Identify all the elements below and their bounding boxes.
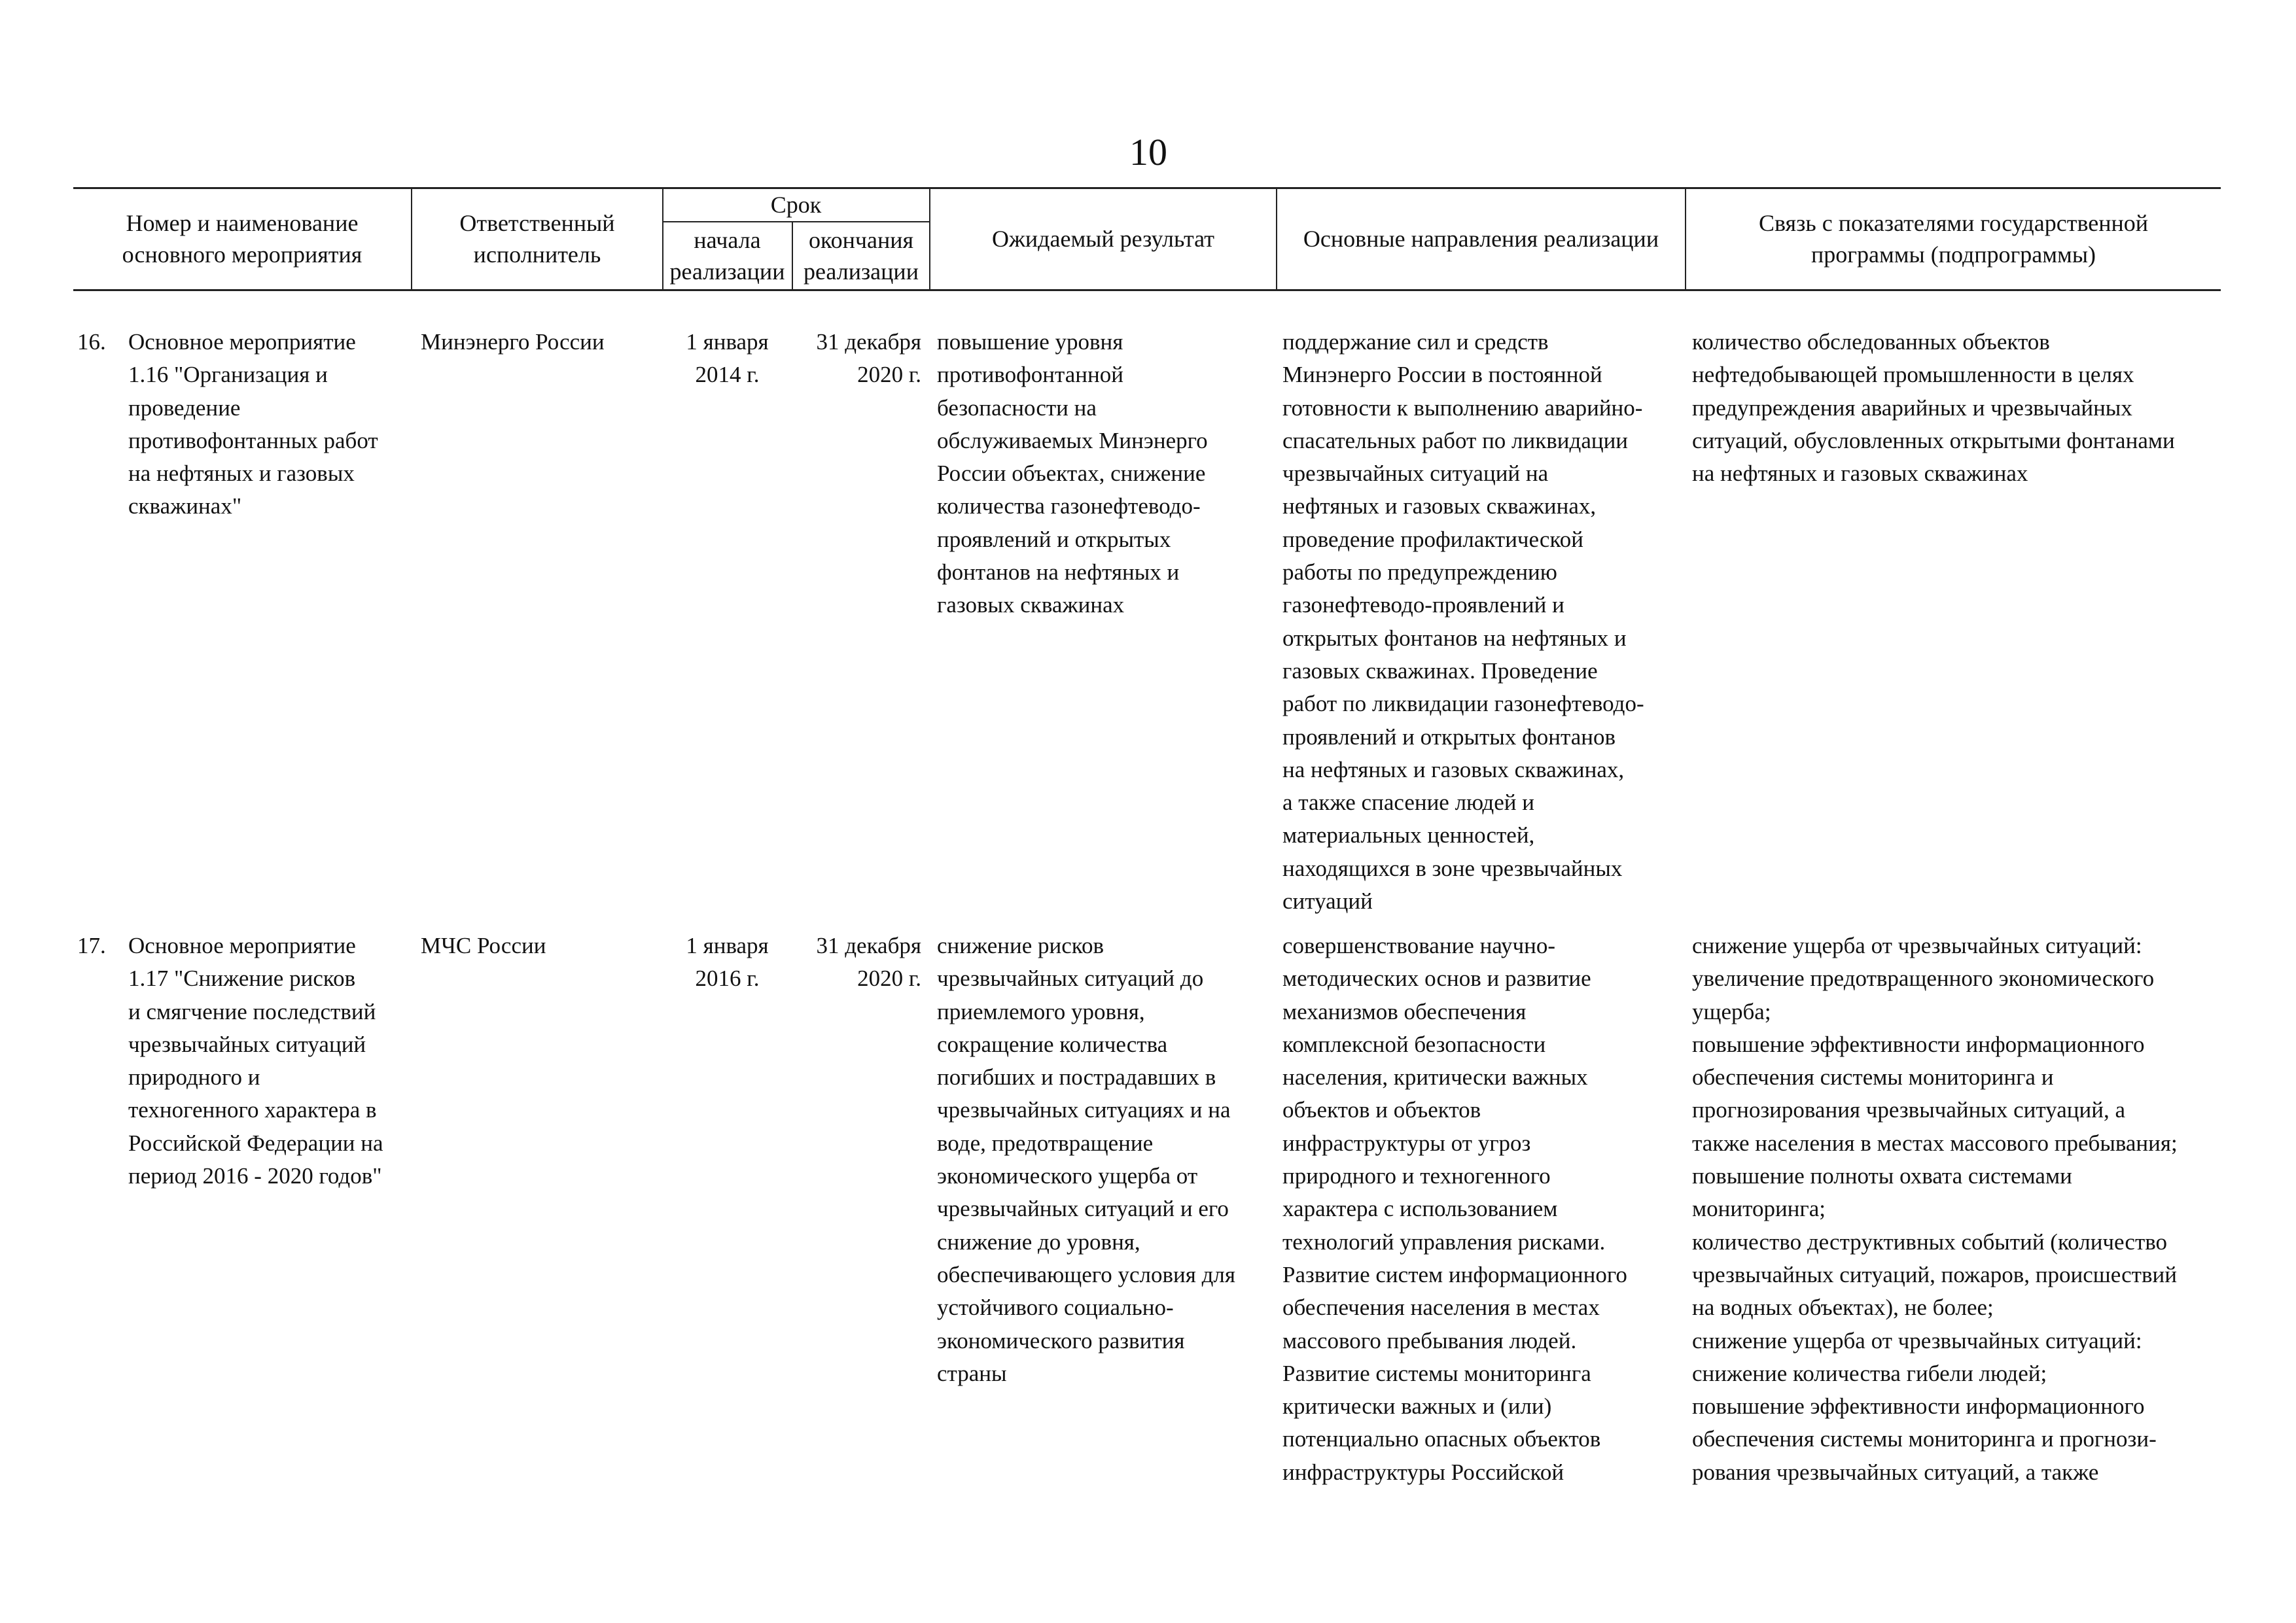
row-executor: МЧС России (421, 933, 546, 958)
row-end: 31 декабря 2020 г. (816, 329, 921, 388)
row-directions: совершенствование научно- методических основ и развитие механизмов обеспечения комплексной безопасности населения, критически важных объектов и объектов инфраструктуры от угроз природного и техногенного характера с использованием технологий управления рисками. Развитие систем информационного обеспечения населения в местах массового пребывания людей. Развитие системы мониторинга критически важных и (или) потенциально опасных объектов инфраструктуры Российской (1282, 933, 1627, 1485)
row-executor: Минэнерго России (421, 329, 605, 355)
row-result: снижение рисков чрезвычайных ситуаций до приемлемого уровня, сокращение количества погибших и пострадавших в чрезвычайных ситуациях и на воде, предотвращение экономического ущерба от чрезвычайных ситуаций и его снижение до уровня, обеспечивающего условия для устойчивого социально- экономического развития страны (937, 933, 1235, 1386)
header-end: окончания реализации (804, 227, 919, 285)
header-start: начала реализации (669, 227, 785, 285)
row-link: количество обследованных объектов нефтедобывающей промышленности в целях предупреждения аварийных и чрезвычайных ситуаций, обусловленных открытыми фонтанами на нефтяных и газовых скважинах (1692, 329, 2175, 487)
term-divider (663, 221, 930, 222)
page-number: 10 (1129, 131, 1167, 173)
row-start: 1 января 2014 г. (686, 329, 769, 388)
row-end: 31 декабря 2020 г. (816, 933, 921, 992)
row-number: 17. (77, 933, 106, 958)
row-name: Основное мероприятие 1.17 "Снижение рисков и смягчение последствий чрезвычайных ситуаций природного и техногенного характера в Российской Федерации на период 2016 - 2020 годов" (128, 933, 383, 1189)
header-term: Срок (770, 192, 822, 218)
row-link: снижение ущерба от чрезвычайных ситуаций: увеличение предотвращенного экономического ущерба; повышение эффективности информационного обеспечения системы мониторинга и прогнозирования чрезвычайных ситуаций, а также населения в местах массового пребывания; повышение полноты охвата системами мониторинга; количество деструктивных событий (количество чрезвычайных ситуаций, пожаров, происшествий на водных объектах), не более; снижение ущерба от чрезвычайных ситуаций: снижение количества гибели людей; повышение эффективности информационного обеспечения системы мониторинга и прогнози- рования чрезвычайных ситуаций, а также (1692, 933, 2178, 1485)
row-number: 16. (77, 329, 106, 355)
header-directions: Основные направления реализации (1303, 225, 1659, 252)
row-name: Основное мероприятие 1.16 "Организация и проведение противофонтанных работ на нефтяных и газовых скважинах" (128, 329, 378, 519)
header-result: Ожидаемый результат (992, 225, 1214, 252)
header-executor: Ответственный исполнитель (459, 209, 615, 268)
header-name: Номер и наименование основного мероприятия (122, 209, 362, 268)
row-result: повышение уровня противофонтанной безопасности на обслуживаемых Минэнерго России объектах, снижение количества газонефтеводо- проявлений и открытых фонтанов на нефтяных и газовых скважинах (937, 329, 1208, 618)
header-bottom-rule (73, 289, 2221, 291)
row-start: 1 января 2016 г. (686, 933, 769, 992)
row-directions: поддержание сил и средств Минэнерго России в постоянной готовности к выполнению аварийно- спасательных работ по ликвидации чрезвычайных ситуаций на нефтяных и газовых скважинах, проведение профилактической работы по предупреждению газонефтеводо-проявлений и открытых фонтанов на нефтяных и газовых скважинах. Проведение работ по ликвидации газонефтеводо- проявлений и открытых фонтанов на нефтяных и газовых скважинах, а также спасение людей и материальных ценностей, находящихся в зоне чрезвычайных ситуаций (1282, 329, 1644, 915)
header-link: Связь с показателями государственной программы (подпрограммы) (1758, 209, 2149, 268)
